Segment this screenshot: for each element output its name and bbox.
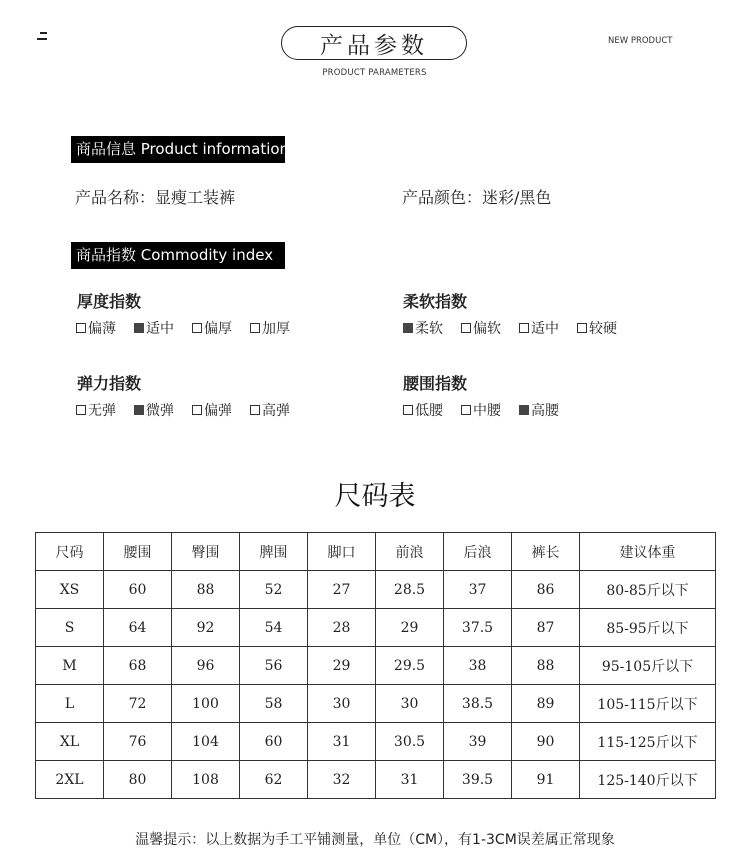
size-chart-table (35, 532, 716, 799)
table-cell: 32 (308, 761, 376, 799)
index-option (250, 400, 290, 420)
product-name: 产品名称：显瘦工装裤 (75, 188, 236, 207)
index-option (577, 318, 617, 338)
table-cell: 37.5 (444, 609, 512, 647)
table-cell: 30 (308, 685, 376, 723)
table-cell: 96 (172, 647, 240, 685)
table-cell: 115-125斤以下 (580, 723, 716, 761)
table-cell: 54 (240, 609, 308, 647)
table-cell: 30.5 (376, 723, 444, 761)
table-cell: 100 (172, 685, 240, 723)
unchecked-box-icon (577, 323, 587, 333)
index-option (519, 318, 559, 338)
table-cell: 125-140斤以下 (580, 761, 716, 799)
table-row (36, 609, 716, 647)
unchecked-box-icon (250, 405, 260, 415)
table-row (36, 685, 716, 723)
table-cell: 30 (376, 685, 444, 723)
index-option-label: 适中 (146, 321, 174, 337)
index-options (403, 400, 577, 420)
table-cell: 28 (308, 609, 376, 647)
index-option-label: 高腰 (531, 403, 559, 419)
index-title: 厚度指数 (77, 292, 142, 311)
index-option-label: 偏薄 (88, 321, 116, 337)
table-header-cell: 脚口 (308, 533, 376, 571)
table-cell: 29 (308, 647, 376, 685)
table-cell: 80 (104, 761, 172, 799)
table-cell: 64 (104, 609, 172, 647)
table-cell: 104 (172, 723, 240, 761)
index-option (76, 400, 116, 420)
table-cell: 95-105斤以下 (580, 647, 716, 685)
table-cell: 90 (512, 723, 580, 761)
checked-box-icon (519, 405, 529, 415)
page-subtitle: PRODUCT PARAMETERS (322, 68, 427, 78)
index-option (461, 400, 501, 420)
table-cell: 2XL (36, 761, 104, 799)
unchecked-box-icon (76, 405, 86, 415)
table-row (36, 761, 716, 799)
commodity-index-tag: 商品指数 Commodity index (71, 242, 285, 269)
table-header-cell: 前浪 (376, 533, 444, 571)
index-option (403, 400, 443, 420)
table-cell: 29 (376, 609, 444, 647)
unchecked-box-icon (461, 405, 471, 415)
unchecked-box-icon (192, 405, 202, 415)
table-cell: 80-85斤以下 (580, 571, 716, 609)
table-cell: 39.5 (444, 761, 512, 799)
index-option (192, 400, 232, 420)
table-cell: 105-115斤以下 (580, 685, 716, 723)
table-cell: 29.5 (376, 647, 444, 685)
table-row (36, 647, 716, 685)
table-cell: 92 (172, 609, 240, 647)
table-cell: 31 (308, 723, 376, 761)
index-option (403, 318, 443, 338)
unchecked-box-icon (461, 323, 471, 333)
table-cell: 108 (172, 761, 240, 799)
index-option-label: 偏弹 (204, 403, 232, 419)
index-option-label: 较硬 (589, 321, 617, 337)
table-header-cell: 臀围 (172, 533, 240, 571)
index-title: 腰围指数 (403, 374, 468, 393)
table-header-cell: 后浪 (444, 533, 512, 571)
unchecked-box-icon (76, 323, 86, 333)
new-product-label: NEW PRODUCT (608, 36, 673, 46)
table-cell: S (36, 609, 104, 647)
table-cell: 37 (444, 571, 512, 609)
table-cell: 39 (444, 723, 512, 761)
table-cell: 56 (240, 647, 308, 685)
table-cell: 27 (308, 571, 376, 609)
size-chart-title: 尺码表 (334, 481, 416, 512)
product-information-tag: 商品信息 Product information (71, 136, 285, 163)
index-title: 柔软指数 (403, 292, 468, 311)
index-option (134, 318, 174, 338)
index-option-label: 适中 (531, 321, 559, 337)
table-cell: 87 (512, 609, 580, 647)
table-cell: 89 (512, 685, 580, 723)
table-row (36, 723, 716, 761)
index-option (134, 400, 174, 420)
table-cell: 38 (444, 647, 512, 685)
table-cell: 28.5 (376, 571, 444, 609)
index-option-label: 偏软 (473, 321, 501, 337)
unchecked-box-icon (192, 323, 202, 333)
index-option (192, 318, 232, 338)
table-row (36, 571, 716, 609)
index-option (461, 318, 501, 338)
table-cell: 88 (172, 571, 240, 609)
table-header-cell: 裤长 (512, 533, 580, 571)
product-color: 产品颜色：迷彩/黑色 (402, 188, 552, 207)
table-cell: 52 (240, 571, 308, 609)
measurement-note: 温馨提示：以上数据为手工平铺测量，单位（CM），有1-3CM误差属正常现象 (135, 832, 615, 848)
table-cell: 72 (104, 685, 172, 723)
table-cell: 86 (512, 571, 580, 609)
table-cell: 60 (240, 723, 308, 761)
index-options (76, 318, 308, 338)
index-option-label: 无弹 (88, 403, 116, 419)
table-cell: 76 (104, 723, 172, 761)
page-title: 产品参数 (281, 26, 467, 60)
checked-box-icon (134, 323, 144, 333)
table-header-cell: 腰围 (104, 533, 172, 571)
table-cell: 68 (104, 647, 172, 685)
index-options (403, 318, 635, 338)
index-option-label: 柔软 (415, 321, 443, 337)
index-option-label: 偏厚 (204, 321, 232, 337)
index-option (519, 400, 559, 420)
index-option-label: 微弹 (146, 403, 174, 419)
table-cell: 62 (240, 761, 308, 799)
checked-box-icon (134, 405, 144, 415)
table-header-row (36, 533, 716, 571)
index-title: 弹力指数 (77, 374, 142, 393)
table-cell: 31 (376, 761, 444, 799)
index-option-label: 中腰 (473, 403, 501, 419)
table-header-cell: 建议体重 (580, 533, 716, 571)
table-header-cell: 尺码 (36, 533, 104, 571)
unchecked-box-icon (250, 323, 260, 333)
menu-icon (37, 32, 49, 44)
unchecked-box-icon (403, 405, 413, 415)
table-cell: 58 (240, 685, 308, 723)
index-option-label: 低腰 (415, 403, 443, 419)
table-cell: 91 (512, 761, 580, 799)
table-header-cell: 脾围 (240, 533, 308, 571)
table-cell: 60 (104, 571, 172, 609)
table-cell: 88 (512, 647, 580, 685)
index-option-label: 高弹 (262, 403, 290, 419)
index-option (250, 318, 290, 338)
index-option (76, 318, 116, 338)
table-cell: XL (36, 723, 104, 761)
table-cell: 85-95斤以下 (580, 609, 716, 647)
table-cell: L (36, 685, 104, 723)
table-cell: 38.5 (444, 685, 512, 723)
unchecked-box-icon (519, 323, 529, 333)
index-options (76, 400, 308, 420)
table-cell: XS (36, 571, 104, 609)
index-option-label: 加厚 (262, 321, 290, 337)
table-cell: M (36, 647, 104, 685)
checked-box-icon (403, 323, 413, 333)
